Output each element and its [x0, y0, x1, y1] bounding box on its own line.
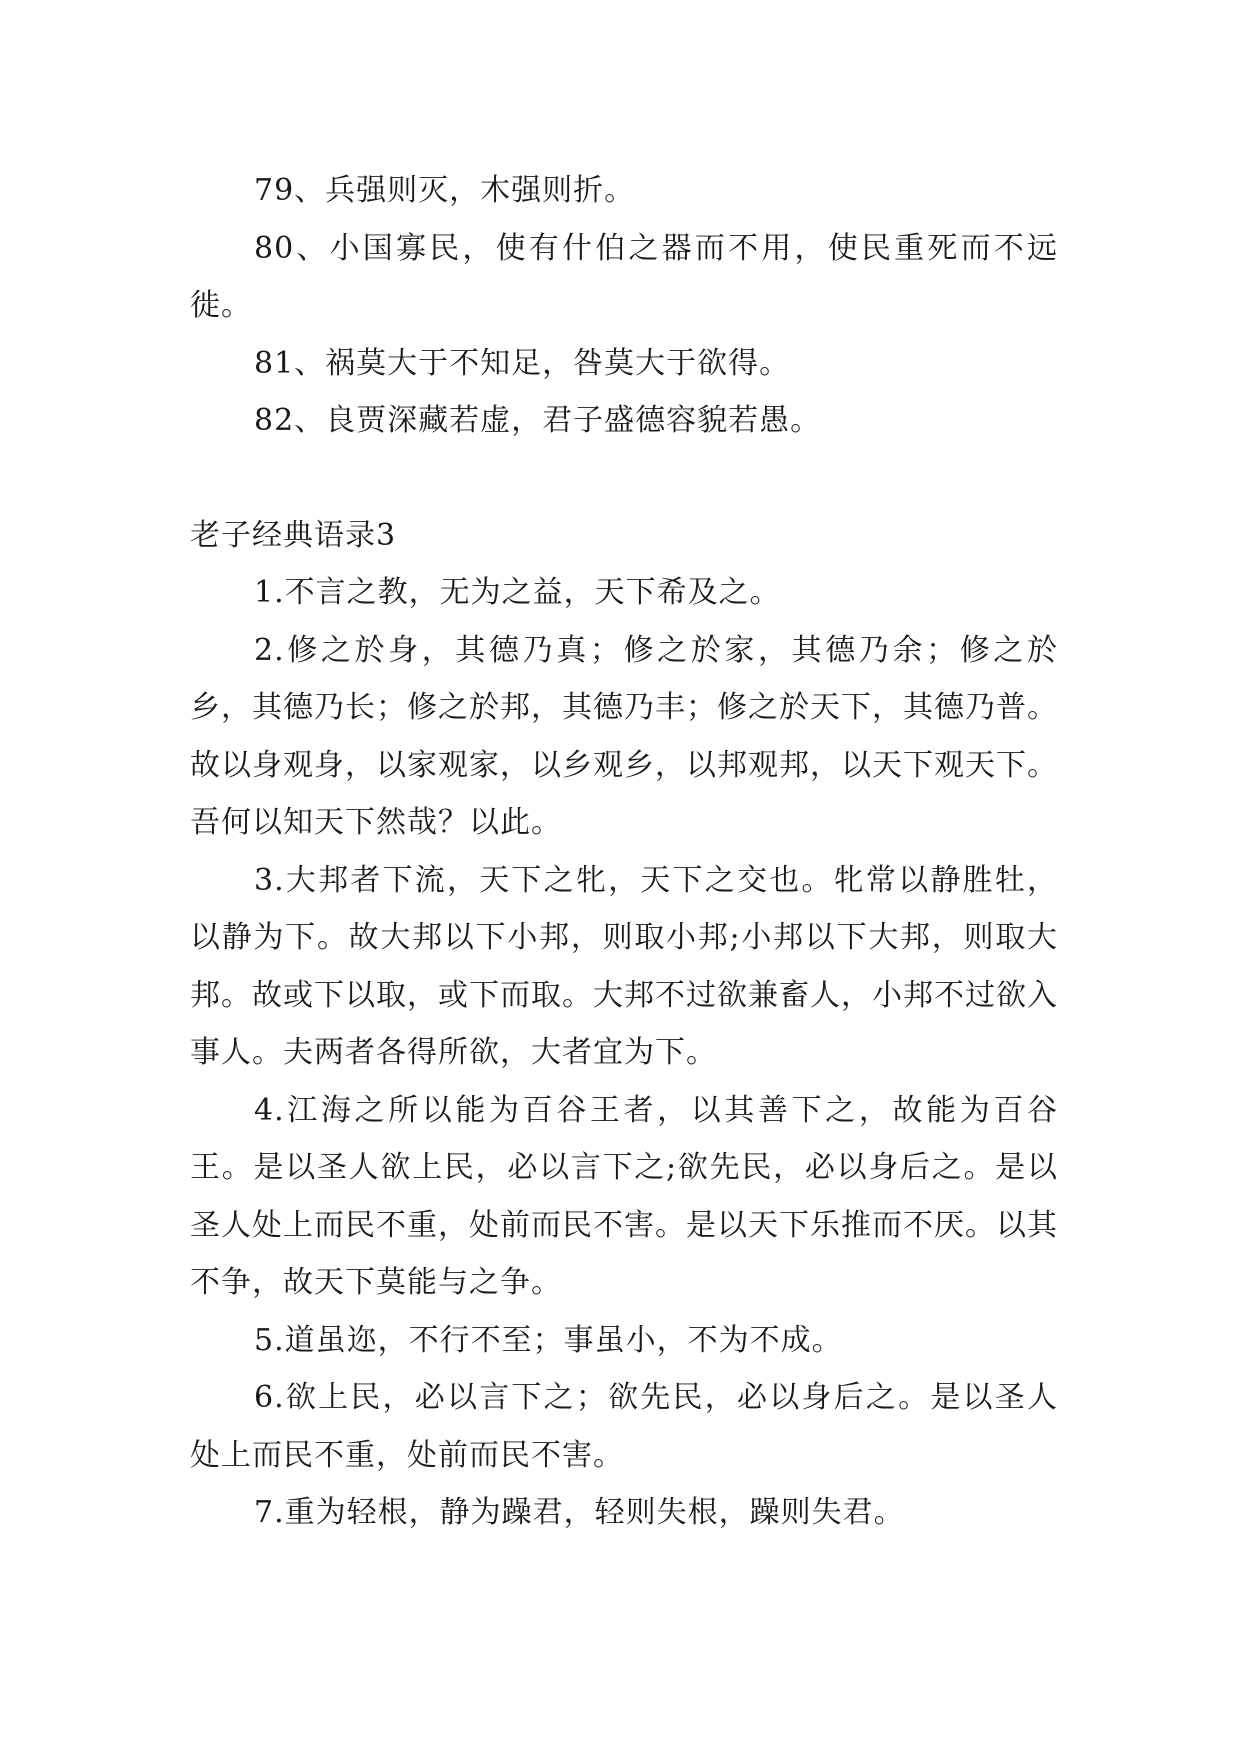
quote-paragraph-2: 2.修之於身，其德乃真；修之於家，其德乃余；修之於乡，其德乃长；修之於邦，其德乃丰；修之於天下，其德乃普。故以身观身，以家观家，以乡观乡，以邦观邦，以天下观天下。吾何以知天下然哉？以此。 [190, 632, 1058, 840]
quote-paragraph-1: 1.不言之教，无为之益，天下希及之。 [254, 575, 781, 610]
quote-paragraph-7: 7.重为轻根，静为躁君，轻则失根，躁则失君。 [254, 1495, 905, 1530]
quote-paragraph-80: 80、小国寡民，使有什伯之器而不用，使民重死而不远徙。 [190, 230, 1058, 323]
section-title: 老子经典语录3 [190, 517, 397, 553]
quote-paragraph-3: 3.大邦者下流，天下之牝，天下之交也。牝常以静胜牡，以静为下。故大邦以下小邦，则取小邦;小邦以下大邦，则取大邦。故或下以取，或下而取。大邦不过欲兼畜人，小邦不过欲入事人。夫两者各得所欲，大者宜为下。 [190, 862, 1058, 1070]
quote-paragraph-82: 82、良贾深藏若虚，君子盛德容貌若愚。 [254, 403, 822, 438]
quote-paragraph-6: 6.欲上民，必以言下之；欲先民，必以身后之。是以圣人处上而民不重，处前而民不害。 [190, 1380, 1058, 1473]
quote-paragraph-5: 5.道虽迩，不行不至；事虽小，不为不成。 [254, 1322, 843, 1358]
quote-paragraph-79: 79、兵强则灭，木强则折。 [254, 173, 636, 208]
quote-paragraph-81: 81、祸莫大于不知足，咎莫大于欲得。 [254, 345, 791, 381]
section-gap [190, 450, 1058, 507]
quote-paragraph-4: 4.江海之所以能为百谷王者，以其善下之，故能为百谷王。是以圣人欲上民，必以言下之;欲先民，必以身后之。是以圣人处上而民不重，处前而民不害。是以天下乐推而不厌。以其不争，故天下莫能与之争。 [190, 1092, 1058, 1300]
document-page [190, 162, 1058, 1542]
